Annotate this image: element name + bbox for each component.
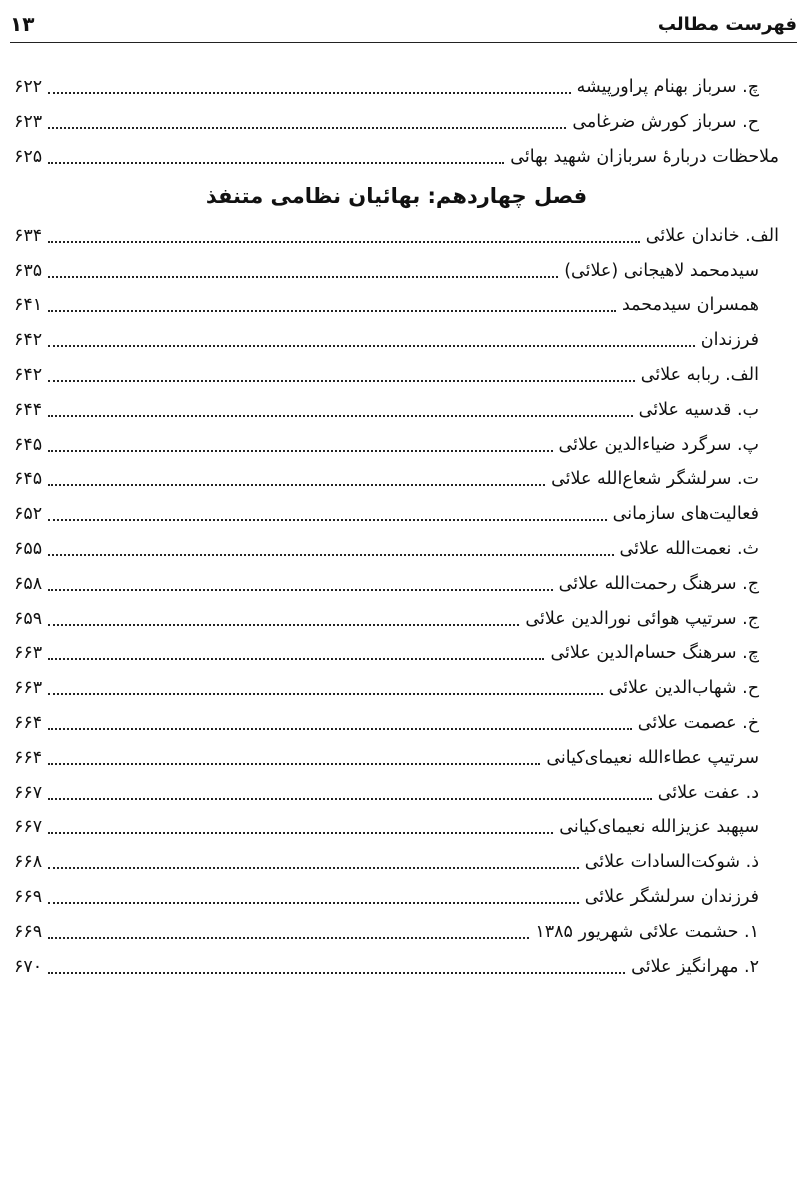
toc-entry[interactable] [14,601,779,636]
toc-entry-page-number: ۶۶۹ [14,921,43,942]
toc-entry-page-number: ۶۶۷ [14,782,43,803]
toc-entry[interactable] [14,914,779,949]
toc-entry-page-number: ۶۷۰ [14,956,43,977]
toc-entry-label: الف. خاندان علائی [645,225,779,246]
dot-leader [48,127,566,129]
toc-entry-label: د. عفت علائی [657,782,759,803]
toc-entry[interactable] [14,218,779,253]
toc-entry-label: ج. سرتیپ هوائی نورالدین علائی [525,608,759,629]
toc-entry[interactable] [14,462,779,497]
toc-entry-page-number: ۶۳۵ [14,260,43,281]
toc-entry-page-number: ۶۴۵ [14,434,43,455]
toc-entry[interactable] [14,497,779,532]
toc-entry[interactable] [14,70,779,105]
toc-entry[interactable] [14,706,779,741]
toc-entry[interactable] [14,358,779,393]
toc-entry-label: الف. ربابه علائی [640,364,759,385]
dot-leader [48,92,570,94]
toc-entry-label: همسران سیدمحمد [622,295,759,316]
toc-entry-page-number: ۶۵۹ [14,608,43,629]
toc-entry-label: ج. سرهنگ رحمت‌الله علائی [558,573,759,594]
dot-leader [48,450,552,452]
toc-entry-label: فرزندان [700,330,759,351]
table-of-contents [14,70,779,984]
toc-entry-label: سپهبد عزیزالله نعیمای‌کیانی [559,817,759,838]
toc-entry-label: فرزندان سرلشگر علائی [584,886,759,907]
toc-entry[interactable] [14,392,779,427]
section-heading: فصل چهاردهم: بهائیان نظامی متنفذ [205,184,588,209]
toc-entry-label: سیدمحمد لاهیجانی (علائی) [564,260,759,281]
dot-leader [48,693,602,695]
toc-entry-page-number: ۶۶۴ [14,747,43,768]
toc-entry-page-number: ۶۴۱ [14,295,43,316]
toc-entry[interactable] [14,323,779,358]
toc-entry-label: سرتیپ عطاءالله نعیمای‌کیانی [546,747,759,768]
toc-entry[interactable] [14,566,779,601]
toc-entry-label: ۱. حشمت علائی شهریور ۱۳۸۵ [535,921,759,942]
toc-entry-page-number: ۶۶۳ [14,643,43,664]
dot-leader [48,589,552,591]
toc-entry-page-number: ۶۴۲ [14,364,43,385]
toc-entry-page-number: ۶۲۳ [14,112,43,133]
header-page-number: ۱۳ [10,12,35,36]
dot-leader [48,798,651,800]
toc-entry-page-number: ۶۴۲ [14,330,43,351]
toc-entries-after [14,218,779,984]
toc-entry-page-number: ۶۵۵ [14,538,43,559]
toc-entry-label: ت. سرلشگر شعاع‌الله علائی [551,469,759,490]
toc-entry-page-number: ۶۲۵ [14,146,43,167]
dot-leader [48,380,635,382]
dot-leader [48,241,640,243]
toc-entry[interactable] [14,949,779,984]
toc-entry[interactable] [14,253,779,288]
toc-entry-page-number: ۶۶۹ [14,886,43,907]
toc-entry-page-number: ۶۲۲ [14,77,43,98]
toc-entry[interactable] [14,105,779,140]
dot-leader [48,276,558,278]
toc-entry-label: چ. سرهنگ حسام‌الدین علائی [550,643,759,664]
dot-leader [48,867,578,869]
toc-entries-before [14,70,779,174]
toc-entry-label: ب. قدسیه علائی [638,399,759,420]
dot-leader [48,310,616,312]
toc-entry-label: ذ. شوکت‌السادات علائی [584,852,759,873]
toc-entry[interactable] [14,532,779,567]
toc-entry-page-number: ۶۳۴ [14,225,43,246]
toc-entry-page-number: ۶۶۳ [14,678,43,699]
toc-entry-label: ح. شهاب‌الدین علائی [608,678,759,699]
dot-leader [48,902,579,904]
toc-entry[interactable] [14,775,779,810]
dot-leader [48,832,553,834]
dot-leader [48,345,695,347]
toc-entry-page-number: ۶۴۴ [14,399,43,420]
toc-entry[interactable] [14,671,779,706]
toc-entry-page-number: ۶۶۷ [14,817,43,838]
toc-entry[interactable] [14,845,779,880]
toc-entry-page-number: ۶۵۸ [14,573,43,594]
toc-entry[interactable] [14,740,779,775]
toc-entry[interactable] [14,140,779,175]
toc-entry-label: فعالیت‌های سازمانی [612,504,759,525]
toc-entry-page-number: ۶۶۸ [14,852,43,873]
toc-entry[interactable] [14,288,779,323]
toc-entry-page-number: ۶۶۴ [14,712,43,733]
dot-leader [48,763,540,765]
dot-leader [48,937,529,939]
toc-entry[interactable] [14,880,779,915]
toc-entry[interactable] [14,636,779,671]
toc-entry-label: ۲. مهرانگیز علائی [631,956,759,977]
dot-leader [48,972,625,974]
running-header [10,10,797,43]
toc-entry-label: چ. سرباز بهنام پراورپیشه [576,77,759,98]
toc-entry-label: ث. نعمت‌الله علائی [619,538,759,559]
dot-leader [48,484,545,486]
dot-leader [48,415,632,417]
toc-entry-label: ح. سرباز کورش ضرغامی [572,112,759,133]
toc-entry[interactable] [14,427,779,462]
dot-leader [48,658,544,660]
toc-entry-label: پ. سرگرد ضیاءالدین علائی [558,434,759,455]
toc-entry[interactable] [14,810,779,845]
dot-leader [48,519,606,521]
dot-leader [48,554,613,556]
dot-leader [48,728,632,730]
toc-entry-label: خ. عصمت علائی [637,712,759,733]
dot-leader [48,162,504,164]
toc-entry-page-number: ۶۵۲ [14,504,43,525]
toc-entry-label: ملاحظات دربارۀ سربازان شهید بهائی [510,146,779,167]
dot-leader [48,624,519,626]
toc-entry-page-number: ۶۴۵ [14,469,43,490]
header-title: فهرست مطالب [657,14,797,35]
